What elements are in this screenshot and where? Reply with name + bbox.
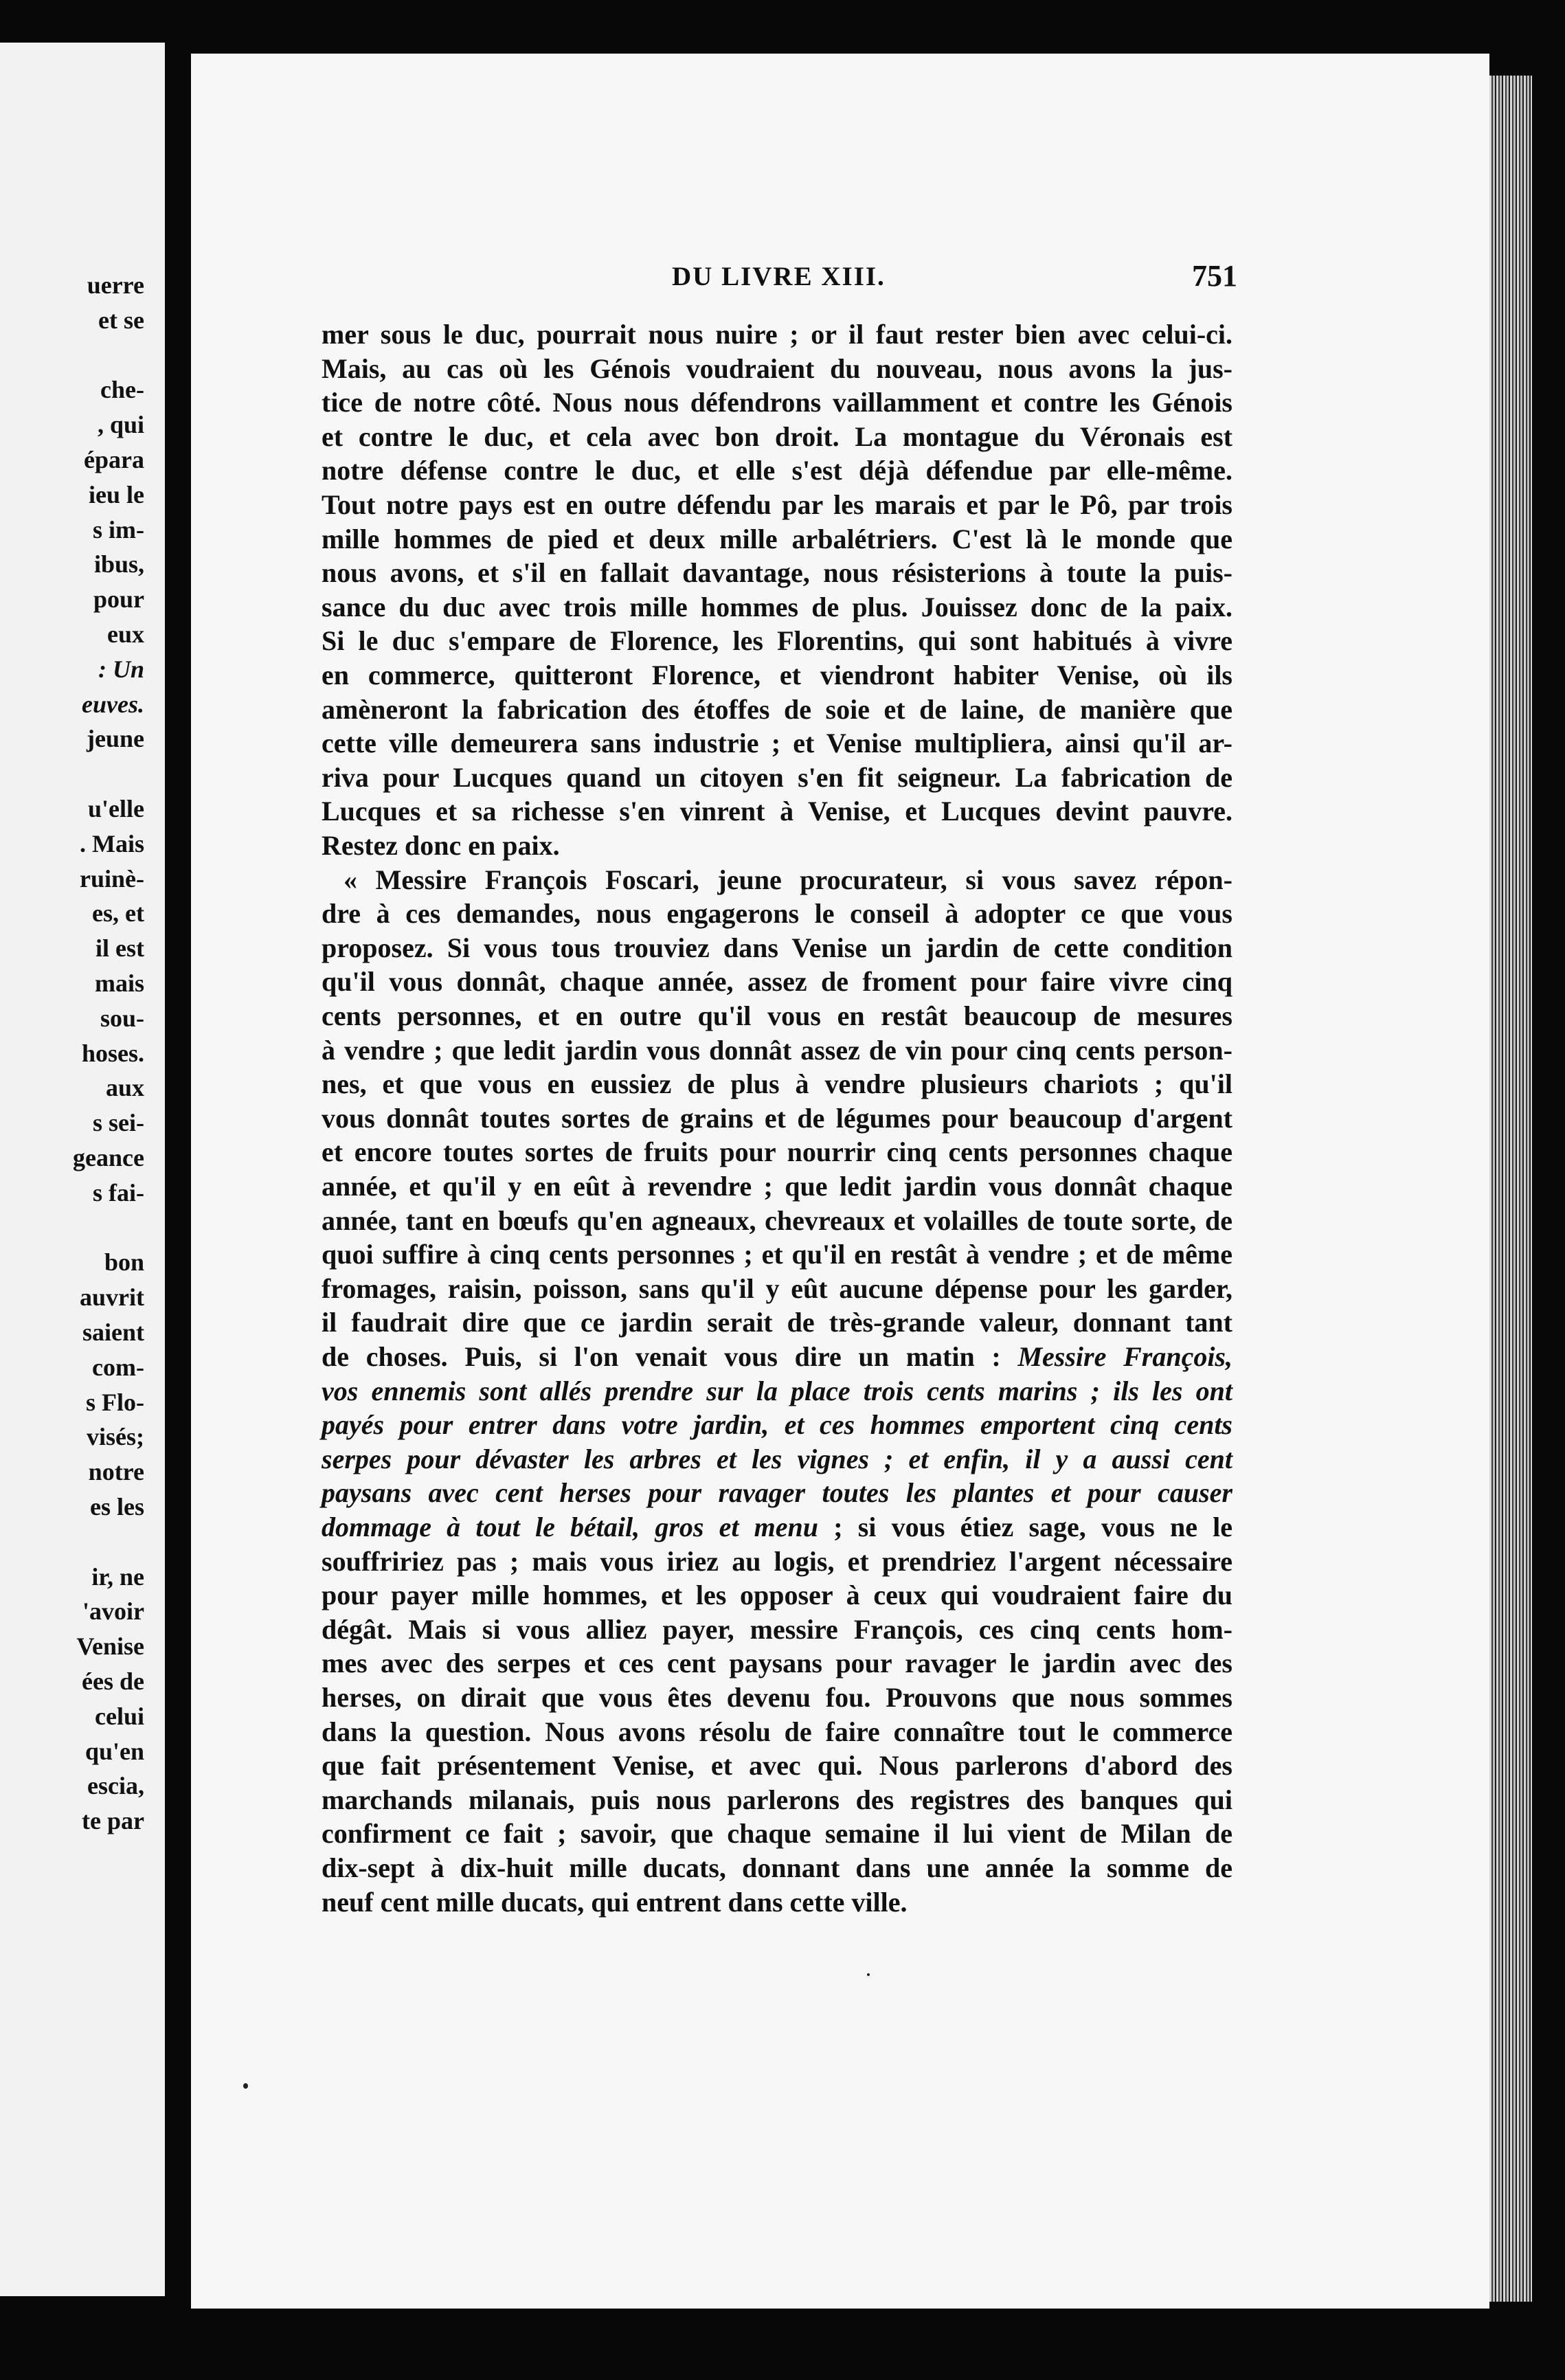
left-page-fragment: che-	[100, 376, 144, 403]
left-page-fragment: euves.	[82, 691, 144, 718]
left-page-fragment: es, et	[92, 899, 144, 927]
text-line: pour payer mille hommes, et les opposer à ceux qui voudraient faire du	[322, 1580, 1232, 1610]
left-page-fragment: com-	[92, 1354, 144, 1381]
text-line: vous donnât toutes sortes de grains et de légumes pour beaucoup d'argent	[322, 1103, 1232, 1134]
left-page-fragment: uerre	[87, 271, 144, 299]
text-line: herses, on dirait que vous êtes devenu fou. Prouvons que nous sommes	[322, 1682, 1232, 1713]
text-line: paysans avec cent herses pour ravager toutes les plantes et pour causer	[322, 1477, 1232, 1508]
text-line: nes, et que vous en eussiez de plus à vendre plusieurs chariots ; qu'il	[322, 1068, 1232, 1099]
left-page-fragment: pour	[93, 585, 144, 613]
text-line: et contre le duc, et cela avec bon droit. La montague du Véronais est	[322, 421, 1232, 452]
text-line: quoi suffire à cinq cents personnes ; et qu'il en restât à vendre ; et de même	[322, 1239, 1232, 1270]
left-page-fragment: : Un	[98, 655, 144, 683]
left-page-fragment: jeune	[87, 725, 144, 752]
left-page-fragment: s Flo-	[86, 1389, 144, 1416]
text-line: Tout notre pays est en outre défendu par les marais et par le Pô, par trois	[322, 489, 1232, 520]
left-page-fragment: hoses.	[81, 1040, 144, 1067]
text-line: cents personnes, et en outre qu'il vous en restât beaucoup de mesures	[322, 1000, 1232, 1031]
text-line: dégât. Mais si vous alliez payer, messire François, ces cinq cents hom-	[322, 1614, 1232, 1645]
adjacent-left-page	[0, 43, 165, 2296]
text-line: souffririez pas ; mais vous iriez au logis, et prendriez l'argent nécessaire	[322, 1546, 1232, 1577]
left-page-fragment: et se	[98, 306, 144, 334]
text-line: Lucques et sa richesse s'en vinrent à Venise, et Lucques devint pauvre.	[322, 796, 1232, 827]
text-line: et encore toutes sortes de fruits pour nourrir cinq cents personnes chaque	[322, 1136, 1232, 1167]
left-page-fragment: 'avoir	[82, 1597, 144, 1625]
text-line: proposez. Si vous tous trouviez dans Venise un jardin de cette condition	[322, 932, 1232, 963]
text-line: payés pour entrer dans votre jardin, et ces hommes emportent cinq cents	[322, 1409, 1232, 1440]
left-page-fragment: ir, ne	[91, 1563, 144, 1591]
left-page-fragment: s fai-	[93, 1179, 144, 1206]
text-line	[322, 1340, 1232, 1374]
text-line: il faudrait dire que ce jardin serait de très-grande valeur, donnant tant	[322, 1307, 1232, 1338]
left-page-fragment: mais	[95, 969, 144, 997]
left-page-fragment: aux	[105, 1074, 144, 1101]
text-line: que fait présentement Venise, et avec qui. Nous parlerons d'abord des	[322, 1750, 1232, 1781]
text-line: tice de notre côté. Nous nous défendrons vaillamment et contre les Génois	[322, 387, 1232, 418]
left-page-fragment: épara	[84, 446, 144, 473]
text-line: notre défense contre le duc, et elle s'est déjà défendue par elle-même.	[322, 455, 1232, 486]
left-page-fragment: u'elle	[88, 795, 144, 822]
text-line: serpes pour dévaster les arbres et les vignes ; et enfin, il y a aussi cent	[322, 1444, 1232, 1474]
left-page-fragment: sou-	[100, 1004, 144, 1032]
text-line: fromages, raisin, poisson, sans qu'il y eût aucune dépense pour les garder,	[322, 1273, 1232, 1304]
left-page-fragment: bon	[104, 1248, 144, 1276]
text-line: confirment ce fait ; savoir, que chaque semaine il lui vient de Milan de	[322, 1818, 1232, 1849]
text-line: sance du duc avec trois mille hommes de plus. Jouissez donc de la paix.	[322, 592, 1232, 622]
left-page-fragment: celui	[95, 1703, 144, 1730]
left-page-fragment: s sei-	[93, 1109, 144, 1136]
text-line: qu'il vous donnât, chaque année, assez de froment pour faire vivre cinq	[322, 966, 1232, 997]
text-line: mille hommes de pied et deux mille arbalétriers. C'est là le monde que	[322, 524, 1232, 554]
left-page-fragment: auvrit	[80, 1283, 144, 1311]
text-line: nous avons, et s'il en fallait davantage, nous résisterions à toute la puis-	[322, 557, 1232, 588]
text-line: « Messire François Foscari, jeune procurateur, si vous savez répon-	[344, 864, 1232, 895]
left-page-fragment: ibus,	[93, 550, 144, 578]
left-page-fragment: es les	[90, 1493, 144, 1520]
left-page-fragment: geance	[73, 1144, 144, 1171]
page-number: 751	[1192, 259, 1237, 293]
text-line: mes avec des serpes et ces cent paysans pour ravager le jardin avec des	[322, 1648, 1232, 1679]
text-line: à vendre ; que ledit jardin vous donnât assez de vin pour cinq cents person-	[322, 1035, 1232, 1066]
text-line: Restez donc en paix.	[322, 830, 560, 861]
text-line: dans la question. Nous avons résolu de faire connaître tout le commerce	[322, 1716, 1232, 1747]
text-line: neuf cent mille ducats, qui entrent dans cette ville.	[322, 1887, 908, 1918]
italic-text: dommage à tout le bétail, gros et menu	[322, 1512, 819, 1542]
italic-text: Messire François,	[1017, 1341, 1232, 1372]
left-page-fragment: Venise	[76, 1632, 144, 1660]
left-page-fragment: il est	[95, 934, 144, 962]
text-line	[322, 1510, 1232, 1545]
text-line: cette ville demeurera sans industrie ; et Venise multipliera, ainsi qu'il ar-	[322, 728, 1232, 759]
left-page-fragment: visés;	[87, 1423, 144, 1450]
text-line: année, tant en bœufs qu'en agneaux, chevreaux et volailles de toute sorte, de	[322, 1205, 1232, 1236]
left-page-fragment: eux	[107, 620, 144, 648]
left-page-fragment: ieu le	[89, 481, 144, 508]
line-text: de choses. Puis, si l'on venait vous dire un matin :	[322, 1341, 1001, 1372]
left-page-fragment: saient	[82, 1318, 144, 1346]
text-line: vos ennemis sont allés prendre sur la place trois cents marins ; ils les ont	[322, 1376, 1232, 1406]
text-line: année, et qu'il y en eût à revendre ; que ledit jardin vous donnât chaque	[322, 1171, 1232, 1202]
left-page-fragment: escia,	[87, 1772, 144, 1799]
text-line: amèneront la fabrication des étoffes de soie et de laine, de manière que	[322, 694, 1232, 725]
text-line: Mais, au cas où les Génois voudraient du nouveau, nous avons la jus-	[322, 353, 1232, 384]
left-page-fragment: ées de	[82, 1668, 144, 1695]
text-line: dre à ces demandes, nous engagerons le conseil à adopter ce que vous	[322, 898, 1232, 929]
line-text: ; si vous étiez sage, vous ne le	[833, 1512, 1233, 1542]
left-page-fragment: te par	[82, 1807, 144, 1834]
text-line: en commerce, quitteront Florence, et viendront habiter Venise, où ils	[322, 660, 1232, 691]
left-page-fragment: qu'en	[85, 1738, 144, 1765]
left-page-fragment: s im-	[93, 516, 144, 543]
left-page-fragment: notre	[88, 1458, 144, 1485]
text-line: marchands milanais, puis nous parlerons des registres des banques qui	[322, 1784, 1232, 1815]
left-page-fragment: ruinè-	[80, 865, 144, 892]
left-page-fragment: , qui	[97, 411, 144, 438]
text-line: mer sous le duc, pourrait nous nuire ; or il faut rester bien avec celui-ci.	[322, 319, 1232, 350]
text-line: dix-sept à dix-huit mille ducats, donnant dans une année la somme de	[322, 1852, 1232, 1883]
text-line: riva pour Lucques quand un citoyen s'en fit seigneur. La fabrication de	[322, 762, 1232, 793]
running-head: DU LIVRE XIII.	[672, 262, 886, 291]
left-page-fragment: . Mais	[80, 830, 144, 857]
text-line: Si le duc s'empare de Florence, les Florentins, qui sont habitués à vivre	[322, 625, 1232, 656]
page-edges	[1489, 76, 1532, 2302]
